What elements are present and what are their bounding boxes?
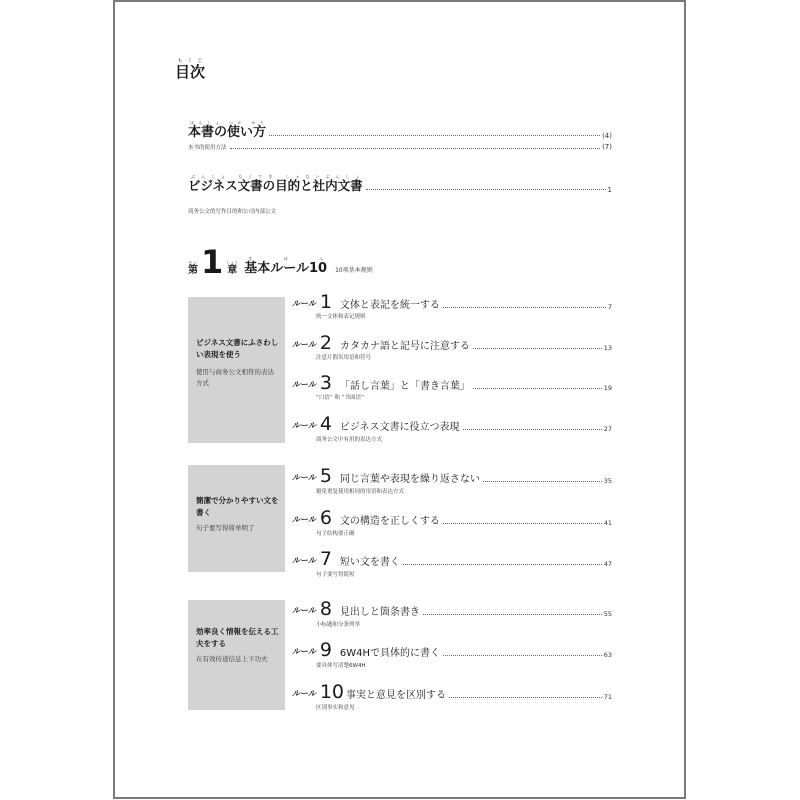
toc-entry-business-docs[interactable]: ビジネス文書の目的と社内文書ぶんしょ もくてき しゃないぶんしょ 1 (188, 174, 612, 194)
rule-subtitle: 要具体写清楚6W4H (316, 663, 366, 669)
rule-subtitle: 注意片假名用语和符号 (316, 355, 372, 361)
leader-dots (463, 428, 602, 430)
rule-subtitle: 句子要写得简短 (316, 572, 355, 578)
rule-entry-3[interactable]: ルール 3 「話し言葉」と「書き言葉」 19 (292, 372, 612, 394)
page-number: 35 (603, 477, 612, 485)
group-box-concise: 簡潔で分かりやすい文を書く 句子要写得简单明了 (188, 465, 285, 572)
rule-subtitle: 避免重复使用相同的用语和表达方式 (316, 489, 405, 495)
leader-dots (366, 188, 606, 190)
rule-subtitle: 商务公文中有用的表达方式 (316, 437, 383, 443)
page-number: 47 (603, 560, 612, 568)
leader-dots (230, 147, 601, 149)
group-box-expressions: ビジネス文書にふさわしい表現を使う 使用与商务公文相符的表达方式 (188, 297, 285, 443)
leader-dots (473, 387, 602, 389)
page-number: 1 (607, 186, 612, 194)
rule-subtitle: 区别事实和意见 (316, 705, 355, 711)
rule-subtitle: 句子结构要正确 (316, 531, 355, 537)
leader-dots (443, 306, 606, 308)
leader-dots (269, 134, 600, 136)
rule-subtitle: 小标题和分条列举 (316, 622, 361, 628)
rule-subtitle: 统一文体和表记规则 (316, 314, 366, 320)
leader-dots (403, 563, 602, 565)
rule-entry-5[interactable]: ルール 5 同じ言葉や表現を繰り返さない 35 (292, 465, 612, 487)
page-number: (7) (602, 143, 612, 151)
page-number: 41 (603, 519, 612, 527)
toc-entry-subtitle: 商务公文的写作目的和公司内部公文 (188, 209, 277, 215)
rule-entry-2[interactable]: ルール 2 カタカナ語と記号に注意する 13 (292, 332, 612, 354)
rule-entry-1[interactable]: ルール 1 文体と表記を統一する 7 (292, 291, 612, 313)
group-box-efficient: 効率良く情報を伝える工夫をする 在有效传递信息上下功夫 (188, 600, 285, 710)
rule-entry-4[interactable]: ルール 4 ビジネス文書に役立つ表現 27 (292, 413, 612, 435)
chapter-heading: 第だい 1 章しょう 基本ルール10きほん 10项基本规则 (188, 243, 373, 281)
rule-subtitle: “口语” 和 “书面语” (316, 395, 364, 401)
leader-dots (449, 696, 602, 698)
page-number: 13 (603, 344, 612, 352)
page-number: 27 (603, 425, 612, 433)
rule-entry-7[interactable]: ルール 7 短い文を書く 47 (292, 548, 612, 570)
page-number: (4) (602, 132, 612, 140)
page-number: 19 (603, 384, 612, 392)
toc-entry-how-to-use[interactable]: 本書の使い方ほんしょ つか かた (4) (188, 120, 612, 140)
page-number: 7 (607, 303, 612, 311)
page-number: 71 (603, 693, 612, 701)
page-number: 63 (603, 651, 612, 659)
rule-entry-9[interactable]: ルール 9 6W4Hで具体的に書く 63 (292, 639, 612, 661)
page-number: 55 (603, 610, 612, 618)
leader-dots (443, 654, 602, 656)
rule-entry-6[interactable]: ルール 6 文の構造を正しくする 41 (292, 507, 612, 529)
toc-entry-how-to-use-cn[interactable]: 本书的使用方法 (7) (188, 143, 612, 151)
leader-dots (483, 480, 602, 482)
rule-entry-10[interactable]: ルール 10 事実と意見を区別する 71 (292, 681, 612, 703)
leader-dots (423, 613, 602, 615)
leader-dots (443, 522, 602, 524)
rule-entry-8[interactable]: ルール 8 見出しと箇条書き 55 (292, 598, 612, 620)
leader-dots (473, 347, 602, 349)
toc-title: 目次もくじ (175, 58, 206, 81)
